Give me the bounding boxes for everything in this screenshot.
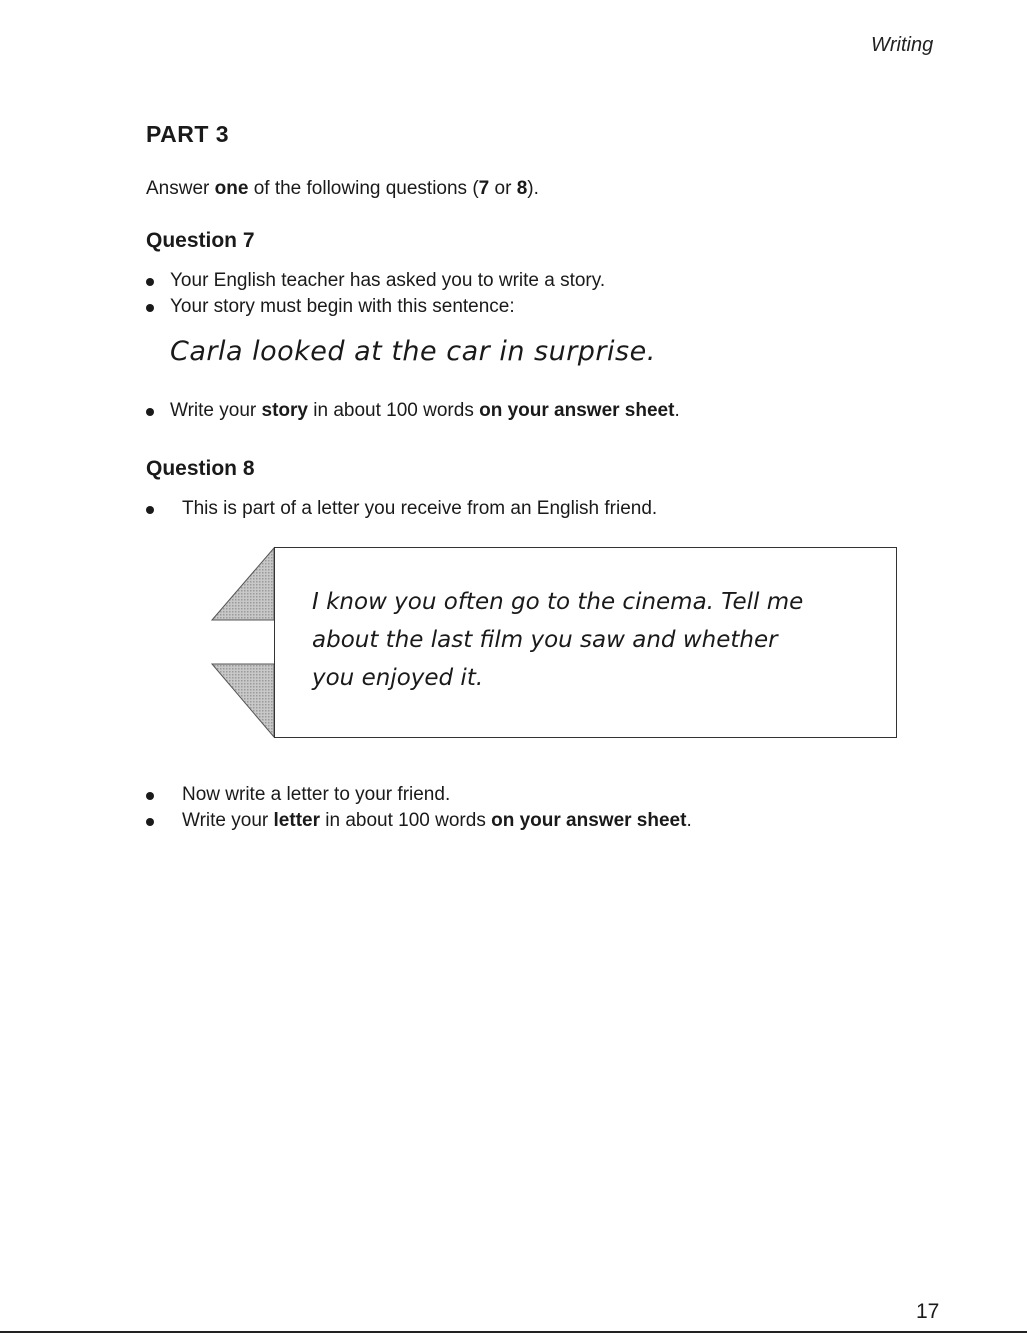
bullet-text	[170, 400, 680, 422]
q7-final-pre: Write your	[170, 400, 262, 421]
intro-q7: 7	[478, 178, 490, 199]
letter-arrow-icon	[205, 545, 280, 745]
bullet-text: Your story must begin with this sentence:	[170, 296, 515, 317]
question-8-heading: Question 8	[146, 457, 255, 480]
q7-final-end: .	[674, 400, 680, 421]
intro-or: or	[489, 178, 517, 199]
intro-text-2: of the following questions (	[248, 178, 479, 199]
page-bottom-rule	[0, 1331, 1027, 1333]
intro-text-1: Answer	[146, 178, 215, 199]
intro-end: ).	[527, 178, 539, 199]
bullet-text: Now write a letter to your friend.	[182, 784, 451, 805]
letter-line: you enjoyed it.	[312, 665, 484, 691]
story-opening-sentence: Carla looked at the car in surprise.	[170, 336, 656, 367]
q7-final-bold-sheet: on your answer sheet	[479, 400, 675, 421]
part-title: PART 3	[146, 121, 230, 147]
letter-line: I know you often go to the cinema. Tell me	[312, 589, 804, 615]
instructions-intro	[146, 178, 539, 200]
bullet-dot-icon	[146, 304, 154, 312]
bullet-text: This is part of a letter you receive from an English friend.	[182, 498, 658, 519]
q8-final-mid: in about 100 words	[319, 810, 492, 831]
bullet-dot-icon	[146, 818, 154, 826]
q8-final-end: .	[686, 810, 692, 831]
bullet-dot-icon	[146, 408, 154, 416]
q7-final-bold-story: story	[261, 400, 308, 421]
running-head: Writing	[871, 34, 934, 56]
letter-excerpt-text	[312, 583, 872, 697]
q8-final-bold-sheet: on your answer sheet	[491, 810, 687, 831]
question-7-heading: Question 7	[146, 229, 255, 252]
page-number: 17	[916, 1300, 940, 1323]
bullet-text: Your English teacher has asked you to write a story.	[170, 270, 606, 291]
intro-bold-one: one	[214, 178, 249, 199]
bullet-dot-icon	[146, 792, 154, 800]
q8-final-pre: Write your	[182, 810, 274, 831]
intro-q8: 8	[516, 178, 528, 199]
bullet-text	[182, 810, 692, 832]
q8-final-bold-letter: letter	[273, 810, 320, 831]
letter-line: about the last film you saw and whether	[312, 627, 778, 653]
bullet-dot-icon	[146, 278, 154, 286]
bullet-dot-icon	[146, 506, 154, 514]
q7-final-mid: in about 100 words	[307, 400, 480, 421]
